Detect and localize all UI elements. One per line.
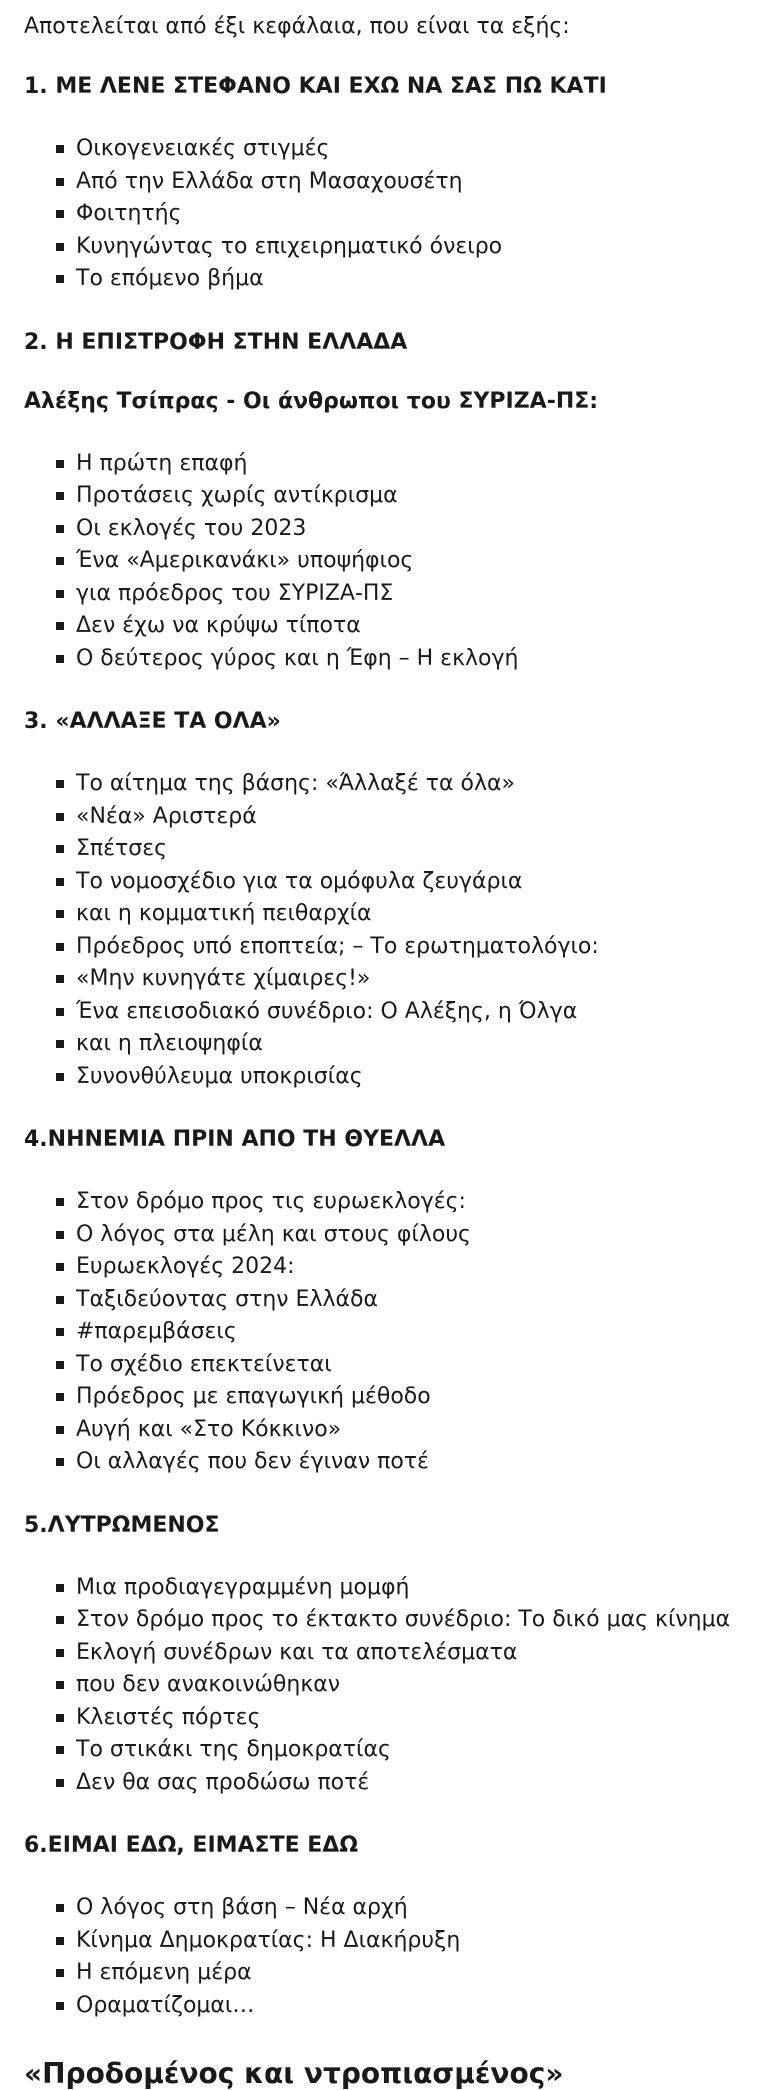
- square-bullet-icon: [56, 655, 64, 663]
- list-item: Το στικάκι της δημοκρατίας: [24, 1734, 737, 1767]
- chapter-heading: 4.ΝΗΝΕΜΙΑ ΠΡΙΝ ΑΠΟ ΤΗ ΘΥΕΛΛΑ: [24, 1127, 446, 1152]
- list-item: Ο λόγος στα μέλη και στους φίλους: [24, 1219, 737, 1252]
- square-bullet-icon: [56, 1904, 64, 1912]
- square-bullet-icon: [56, 590, 64, 598]
- chapter-heading: 3. «ΑΛΛΑΞΕ ΤΑ ΟΛΑ»: [24, 709, 281, 734]
- list-item: Φοιτητής: [24, 198, 737, 231]
- square-bullet-icon: [56, 1584, 64, 1592]
- list-item: Πρόεδρος με επαγωγική μέθοδο: [24, 1381, 737, 1414]
- list-item: Το σχέδιο επεκτείνεται: [24, 1349, 737, 1382]
- list-item: για πρόεδρος του ΣΥΡΙΖΑ-ΠΣ: [24, 578, 737, 611]
- chapter-2: [24, 330, 737, 676]
- list-item: Ευρωεκλογές 2024:: [24, 1251, 737, 1284]
- square-bullet-icon: [56, 1008, 64, 1016]
- list-item: Προτάσεις χωρίς αντίκρισμα: [24, 480, 737, 513]
- list-item: Κίνημα Δημοκρατίας: Η Διακήρυξη: [24, 1925, 737, 1958]
- list-item: Οι εκλογές του 2023: [24, 513, 737, 546]
- list-item: που δεν ανακοινώθηκαν: [24, 1669, 737, 1702]
- square-bullet-icon: [56, 1198, 64, 1206]
- square-bullet-icon: [56, 1328, 64, 1336]
- square-bullet-icon: [56, 1746, 64, 1754]
- square-bullet-icon: [56, 492, 64, 500]
- chapter-heading: 5.ΛΥΤΡΩΜΕΝΟΣ: [24, 1512, 220, 1538]
- chapter-list: [24, 768, 737, 1093]
- square-bullet-icon: [56, 145, 64, 153]
- chapter-6: [24, 1833, 737, 2022]
- chapter-heading: 2. Η ΕΠΙΣΤΡΟΦΗ ΣΤΗΝ ΕΛΛΑΔΑ: [24, 329, 408, 355]
- square-bullet-icon: [56, 1649, 64, 1657]
- list-item: Συνονθύλευμα υποκρισίας: [24, 1061, 737, 1094]
- square-bullet-icon: [56, 1969, 64, 1977]
- list-item: Ταξιδεύοντας στην Ελλάδα: [24, 1284, 737, 1317]
- square-bullet-icon: [56, 845, 64, 853]
- list-item: Οι αλλαγές που δεν έγιναν ποτέ: [24, 1446, 737, 1479]
- square-bullet-icon: [56, 1296, 64, 1304]
- square-bullet-icon: [56, 557, 64, 565]
- list-item: Από την Ελλάδα στη Μασαχουσέτη: [24, 166, 737, 199]
- list-item: Δεν θα σας προδώσω ποτέ: [24, 1767, 737, 1800]
- list-item: Το αίτημα της βάσης: «Άλλαξέ τα όλα»: [24, 768, 737, 801]
- list-item: Το νομοσχέδιο για τα ομόφυλα ζευγάρια: [24, 866, 737, 899]
- square-bullet-icon: [56, 780, 64, 788]
- square-bullet-icon: [56, 1073, 64, 1081]
- chapter-3: [24, 709, 737, 1093]
- square-bullet-icon: [56, 1393, 64, 1401]
- chapter-list: [24, 448, 737, 676]
- list-item: Στον δρόμο προς τις ευρωεκλογές:: [24, 1186, 737, 1219]
- square-bullet-icon: [56, 1937, 64, 1945]
- list-item: Ένα επεισοδιακό συνέδριο: Ο Αλέξης, η Όλγα: [24, 996, 737, 1029]
- square-bullet-icon: [56, 1714, 64, 1722]
- square-bullet-icon: [56, 178, 64, 186]
- list-item: Η πρώτη επαφή: [24, 448, 737, 481]
- chapter-heading: 6.ΕΙΜΑΙ ΕΔΩ, ΕΙΜΑΣΤΕ ΕΔΩ: [24, 1833, 359, 1858]
- chapter-list: [24, 133, 737, 296]
- square-bullet-icon: [56, 943, 64, 951]
- list-item: Αυγή και «Στο Κόκκινο»: [24, 1414, 737, 1447]
- intro-text: Αποτελείται από έξι κεφάλαια, που είναι τα εξής:: [24, 14, 570, 39]
- square-bullet-icon: [56, 210, 64, 218]
- list-item: Ένα «Αμερικανάκι» υποψήφιος: [24, 545, 737, 578]
- square-bullet-icon: [56, 2002, 64, 2010]
- chapter-subheading: Αλέξης Τσίπρας - Οι άνθρωποι του ΣΥΡΙΖΑ-ΠΣ:: [24, 388, 599, 414]
- square-bullet-icon: [56, 1779, 64, 1787]
- chapter-list: [24, 1186, 737, 1479]
- square-bullet-icon: [56, 275, 64, 283]
- list-item: Η επόμενη μέρα: [24, 1957, 737, 1990]
- chapter-4: [24, 1127, 737, 1479]
- chapter-1: [24, 74, 737, 296]
- square-bullet-icon: [56, 1426, 64, 1434]
- list-item: Ο λόγος στη βάση – Νέα αρχή: [24, 1892, 737, 1925]
- square-bullet-icon: [56, 1616, 64, 1624]
- square-bullet-icon: [56, 813, 64, 821]
- square-bullet-icon: [56, 525, 64, 533]
- square-bullet-icon: [56, 1040, 64, 1048]
- square-bullet-icon: [56, 1681, 64, 1689]
- square-bullet-icon: [56, 1231, 64, 1239]
- chapter-list: [24, 1892, 737, 2022]
- square-bullet-icon: [56, 1263, 64, 1271]
- chapter-list: [24, 1572, 737, 1800]
- list-item: «Μην κυνηγάτε χίμαιρες!»: [24, 963, 737, 996]
- square-bullet-icon: [56, 243, 64, 251]
- list-item: Οικογενειακές στιγμές: [24, 133, 737, 166]
- square-bullet-icon: [56, 878, 64, 886]
- list-item: Εκλογή συνέδρων και τα αποτελέσματα: [24, 1637, 737, 1670]
- list-item: Ο δεύτερος γύρος και η Έφη – Η εκλογή: [24, 643, 737, 676]
- list-item: Δεν έχω να κρύψω τίποτα: [24, 610, 737, 643]
- list-item: Οραματίζομαι…: [24, 1990, 737, 2023]
- list-item: Κυνηγώντας το επιχειρηματικό όνειρο: [24, 231, 737, 264]
- list-item: #παρεμβάσεις: [24, 1316, 737, 1349]
- list-item: και η κομματική πειθαρχία: [24, 898, 737, 931]
- list-item: Πρόεδρος υπό εποπτεία; – Το ερωτηματολόγιο:: [24, 931, 737, 964]
- section-title: «Προδομένος και ντροπιασμένος»: [24, 2057, 564, 2090]
- list-item: Σπέτσες: [24, 833, 737, 866]
- chapter-5: [24, 1513, 737, 1800]
- list-item: «Νέα» Αριστερά: [24, 801, 737, 834]
- list-item: Κλειστές πόρτες: [24, 1702, 737, 1735]
- chapter-heading: 1. ΜΕ ΛΕΝΕ ΣΤΕΦΑΝΟ ΚΑΙ ΕΧΩ ΝΑ ΣΑΣ ΠΩ ΚΑΤΙ: [24, 74, 607, 99]
- square-bullet-icon: [56, 622, 64, 630]
- list-item: Στον δρόμο προς το έκτακτο συνέδριο: Το δικό μας κίνημα: [24, 1604, 737, 1637]
- square-bullet-icon: [56, 460, 64, 468]
- square-bullet-icon: [56, 1458, 64, 1466]
- square-bullet-icon: [56, 1361, 64, 1369]
- list-item: και η πλειοψηφία: [24, 1028, 737, 1061]
- square-bullet-icon: [56, 910, 64, 918]
- square-bullet-icon: [56, 975, 64, 983]
- list-item: Το επόμενο βήμα: [24, 263, 737, 296]
- list-item: Μια προδιαγεγραμμένη μομφή: [24, 1572, 737, 1605]
